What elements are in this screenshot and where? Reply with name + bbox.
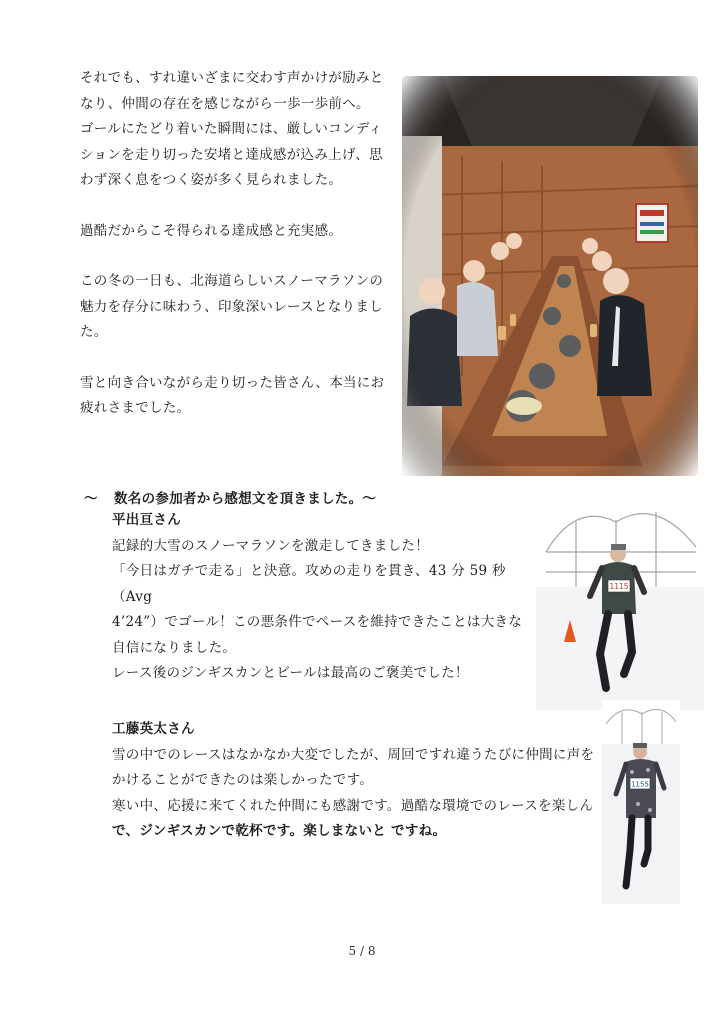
testimonial-line: レース後のジンギスカンとビールは最高のご褒美でした！ [112, 665, 469, 681]
intro-paragraph-2 [80, 219, 390, 245]
text-line: わず深く息をつく姿が多く見られました。 [80, 172, 343, 188]
testimonial-line: 4’24”）でゴール！この悪条件でペースを維持できたことは大きな [112, 614, 523, 630]
text-line: 過酷だからこそ得られる達成感と充実感。 [80, 222, 343, 239]
testimonial-line: 記録的大雪のスノーマラソンを激走してきました！ [112, 537, 429, 554]
runner-illustration [536, 492, 704, 710]
party-photo-illustration [402, 76, 698, 476]
text-line: 雪と向き合いながら走り切った皆さん、本当にお [80, 374, 385, 391]
testimonial-line: かけることができたのは楽しかったです。 [112, 772, 374, 788]
section-title: 数名の参加者から感想文を頂きました。～ [114, 491, 377, 507]
testimonial-line: 自信になりました。 [112, 639, 237, 656]
party-photo [402, 76, 698, 476]
intro-paragraph-1 [80, 66, 390, 194]
runner-photo-hiraide [536, 492, 704, 710]
runner-photo-kudo [602, 700, 680, 904]
text-line: ションを走り切った安堵と達成感が込み上げ、思 [80, 146, 383, 163]
text-line: この冬の一日も、北海道らしいスノーマラソンの [80, 273, 384, 289]
text-line: ゴールにたどり着いた瞬間には、厳しいコンディ [80, 121, 383, 137]
tilde-mark: ～ [84, 491, 98, 507]
testimonial-line: 寒い中、応援に来てくれた仲間にも感謝です。過酷な環境でのレースを楽しん [112, 797, 594, 814]
runner-illustration [602, 700, 680, 904]
bib-number: 1155 [631, 780, 649, 789]
testimonial-kudo [112, 717, 602, 845]
testimonial-line: 雪の中でのレースはなかなか大変でしたが、周回ですれ違うたびに仲間に声を [112, 746, 595, 763]
testimonial-line: 「今日はガチで走る」と決意。攻めの走りを貫き、43 分 59 秒（Avg [112, 563, 506, 605]
testimonial-line: で、ジンギスカンで乾杯です。楽しまないと ですね。 [112, 823, 447, 839]
paragraph-gap [80, 346, 390, 371]
paragraph-gap [80, 194, 390, 219]
text-line: それでも、すれ違いざまに交わす声かけが励みと [80, 70, 384, 86]
testimonial-author: 平出亘さん [112, 512, 181, 528]
text-line: 疲れさまでした。 [80, 400, 191, 416]
intro-paragraph-3 [80, 269, 390, 346]
testimonial-hiraide [112, 508, 532, 687]
page-number: 5 / 8 [348, 944, 376, 958]
intro-paragraph-4 [80, 371, 390, 422]
paragraph-gap [80, 244, 390, 269]
text-line: なり、仲間の存在を感じながら一歩一歩前へ。 [80, 95, 370, 112]
intro-text [80, 66, 390, 422]
text-line: 魅力を存分に味わう、印象深いレースとなりまし [80, 298, 383, 315]
bib-number: 1115 [609, 582, 629, 591]
section-heading [84, 487, 376, 507]
testimonial-author: 工藤英太さん [112, 721, 195, 737]
text-line: た。 [80, 324, 108, 340]
